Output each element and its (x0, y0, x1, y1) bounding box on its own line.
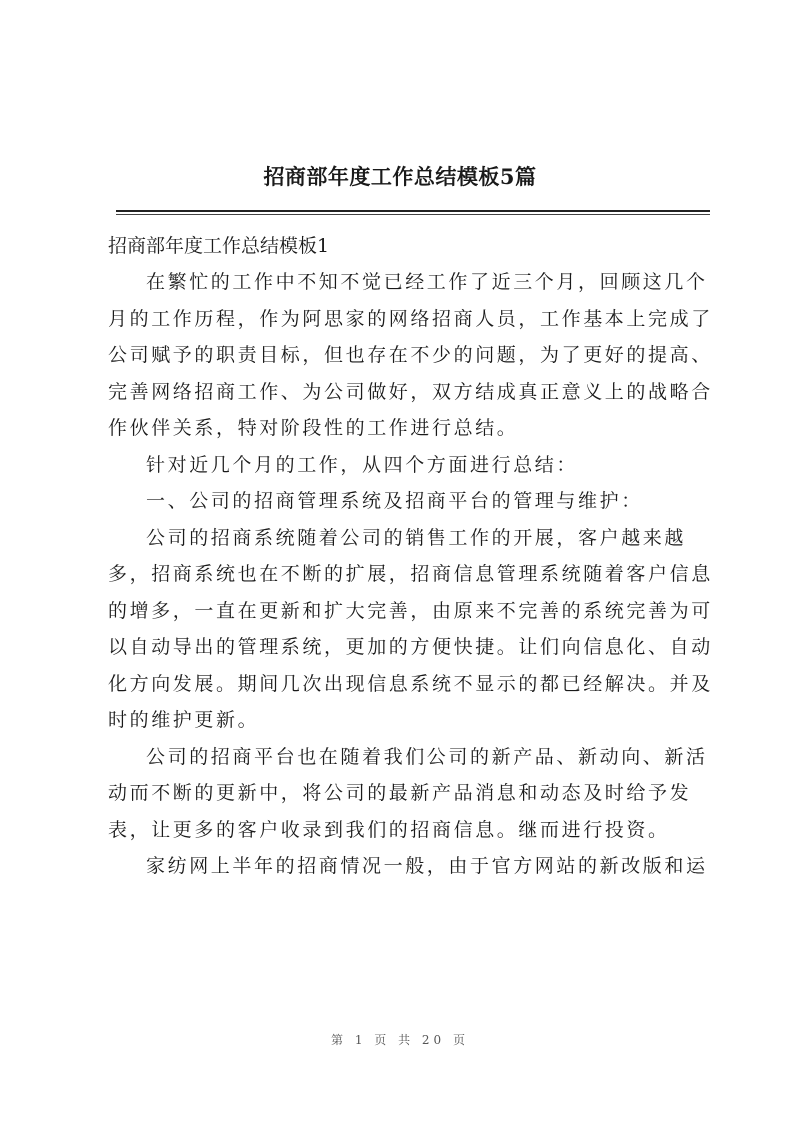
page-footer: 第 1 页 共 20 页 (331, 1033, 469, 1047)
paragraph-line: 公司的招商平台也在随着我们公司的新产品、新动向、新活 (146, 745, 708, 768)
paragraph-line: 公司赋予的职责目标，但也存在不少的问题，为了更好的提高、 (108, 344, 713, 366)
paragraph-line: 表，让更多的客户收录到我们的招商信息。继而进行投资。 (108, 818, 670, 841)
paragraph-line: 月的工作历程，作为阿思家的网络招商人员，工作基本上完成了 (108, 307, 713, 330)
paragraph-line: 家纺网上半年的招商情况一般，由于官方网站的新改版和运 (146, 855, 708, 877)
document-body (108, 228, 713, 885)
paragraph-line: 公司的招商系统随着公司的销售工作的开展，客户越来越 (146, 526, 687, 549)
document-title: 招商部年度工作总结模板5篇 (263, 164, 537, 189)
paragraph-subheading-one (108, 483, 708, 520)
paragraph-line: 在繁忙的工作中不知不觉已经工作了近三个月，回顾这几个 (146, 271, 708, 293)
paragraph-line: 时的维护更新。 (108, 709, 260, 731)
paragraph-line: 多，招商系统也在不断的扩展，招商信息管理系统随着客户信息 (108, 563, 713, 585)
paragraph-line: 一、公司的招商管理系统及招商平台的管理与维护： (146, 490, 643, 512)
paragraph-summary-aspects (108, 447, 708, 484)
paragraph-platform (108, 739, 708, 849)
paragraph-home-textile (108, 848, 708, 885)
paragraph-line: 针对近几个月的工作，从四个方面进行总结： (146, 453, 579, 476)
paragraph-line: 化方向发展。期间几次出现信息系统不显示的都已经解决。并及 (108, 672, 713, 695)
paragraph-line: 作伙伴关系，特对阶段性的工作进行总结。 (108, 417, 519, 439)
paragraph-intro (108, 264, 713, 447)
paragraph-line: 以自动导出的管理系统，更加的方便快捷。让们向信息化、自动 (108, 636, 713, 658)
paragraph-system (108, 520, 713, 739)
section-heading: 招商部年度工作总结模板1 (108, 235, 330, 257)
paragraph-line: 动而不断的更新中，将公司的最新产品消息和动态及时给予发 (108, 782, 692, 804)
paragraph-line: 完善网络招商工作、为公司做好，双方结成真正意义上的战略合 (108, 380, 713, 403)
title-rule-thin (116, 214, 710, 215)
paragraph-line: 的增多，一直在更新和扩大完善，由原来不完善的系统完善为可 (108, 599, 713, 622)
title-rule-thick (116, 210, 710, 212)
